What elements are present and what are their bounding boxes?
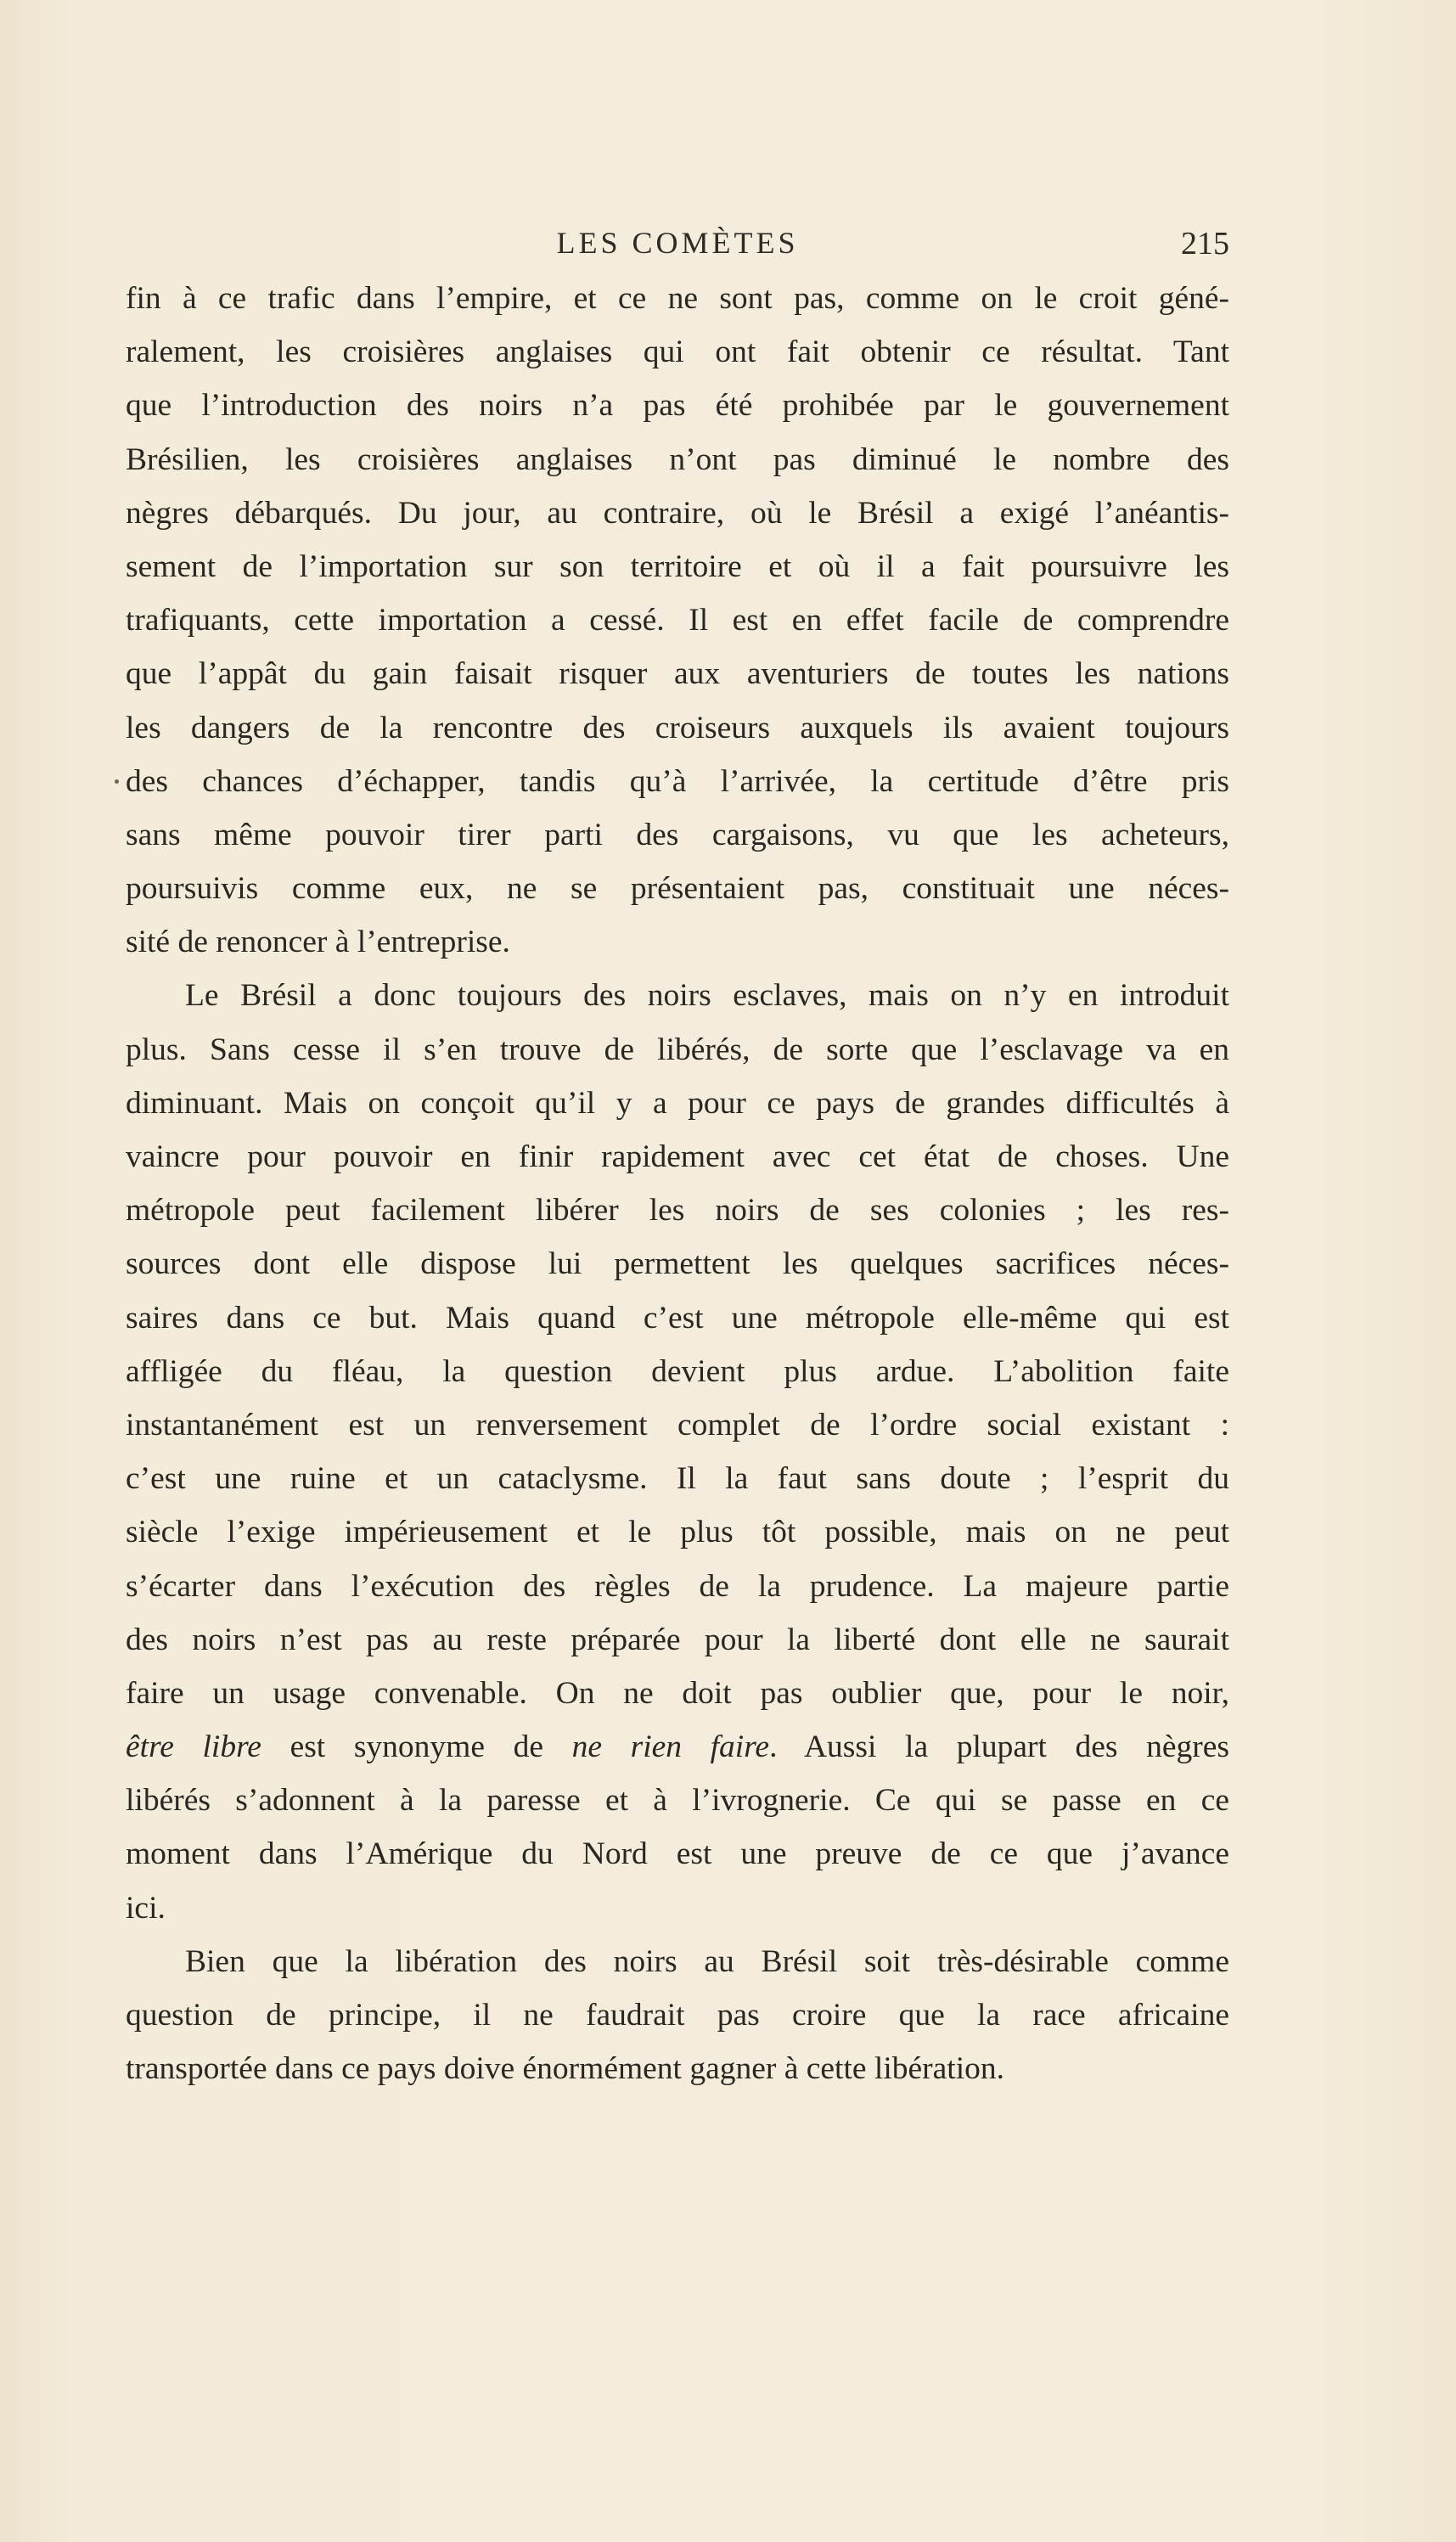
text-line: ici. [126,1890,166,1926]
running-head [126,225,1229,267]
text-line: les dangers de la rencontre des croiseurs auxquels ils avaient toujours [126,710,1229,745]
text-line: sement de l’importation sur son territoire et où il a fait poursuivre les [126,548,1229,584]
text-line: sité de renoncer à l’entreprise. [126,925,510,960]
italic-phrase: être libre [126,1729,261,1765]
text-line: ralement, les croisières anglaises qui ont fait obtenir ce résultat. Tant [126,335,1229,370]
text-line: poursuivis comme eux, ne se présentaient pas, constituait une néces- [126,871,1229,907]
text-line: que l’introduction des noirs n’a pas été prohibée par le gouvernement [126,388,1229,424]
text-line: sources dont elle dispose lui permettent les quelques sacrifices néces- [126,1246,1229,1282]
text-line: question de principe, il ne faudrait pas croire que la race africaine [126,1998,1229,2033]
text-line: siècle l’exige impérieusement et le plus tôt possible, mais on ne peut [126,1515,1229,1550]
italic-phrase: ne rien faire [571,1729,770,1765]
text-line: faire un usage convenable. On ne doit pas oublier que, pour le noir, [126,1675,1229,1711]
text-line: plus. Sans cesse il s’en trouve de libérés, de sorte que l’esclavage va en [126,1032,1229,1067]
text-line: c’est une ruine et un cataclysme. Il la faut sans doute ; l’esprit du [126,1461,1229,1497]
text-line: nègres débarqués. Du jour, au contraire, où le Brésil a exigé l’anéantis- [126,495,1229,531]
margin-mark [115,779,119,784]
text-line: libérés s’adonnent à la paresse et à l’ivrognerie. Ce qui se passe en ce [126,1783,1229,1819]
text-line: diminuant. Mais on conçoit qu’il y a pour ce pays de grandes difficultés à [126,1085,1229,1121]
body-text [126,272,1229,2095]
text-line: Le Brésil a donc toujours des noirs esclaves, mais on n’y en introduit [185,978,1229,1014]
text-line: vaincre pour pouvoir en finir rapidement avec cet état de choses. Une [126,1139,1229,1174]
running-title: LES COMÈTES [556,226,799,260]
text-line: trafiquants, cette importation a cessé. Il est en effet facile de comprendre [126,603,1229,638]
text-line: instantanément est un renversement complet de l’ordre social existant : [126,1407,1229,1443]
text-line: Bien que la libération des noirs au Brésil soit très-désirable comme [185,1943,1229,1979]
text-line: sans même pouvoir tirer parti des cargaisons, vu que les acheteurs, [126,817,1229,852]
text-line: affligée du fléau, la question devient plus ardue. L’abolition faite [126,1353,1229,1389]
line-segment: . Aussi la plupart des nègres [769,1729,1229,1765]
text-line: des chances d’échapper, tandis qu’à l’arrivée, la certitude d’être pris [126,763,1229,799]
text-line [126,1720,1229,1774]
text-line: transportée dans ce pays doive énormément gagner à cette libération. [126,2051,1004,2087]
line-segment: est synonyme de [261,1729,572,1765]
text-line: des noirs n’est pas au reste préparée pour la liberté dont elle ne saurait [126,1622,1229,1657]
text-line: fin à ce trafic dans l’empire, et ce ne sont pas, comme on le croit géné- [126,281,1229,316]
page-number: 215 [1181,226,1229,262]
text-line: moment dans l’Amérique du Nord est une preuve de ce que j’avance [126,1836,1229,1872]
text-line: saires dans ce but. Mais quand c’est une métropole elle-même qui est [126,1300,1229,1336]
text-line: s’écarter dans l’exécution des règles de la prudence. La majeure partie [126,1568,1229,1604]
text-line: métropole peut facilement libérer les noirs de ses colonies ; les res- [126,1193,1229,1229]
text-line: que l’appât du gain faisait risquer aux aventuriers de toutes les nations [126,656,1229,692]
text-line: Brésilien, les croisières anglaises n’ont pas diminué le nombre des [126,441,1229,477]
